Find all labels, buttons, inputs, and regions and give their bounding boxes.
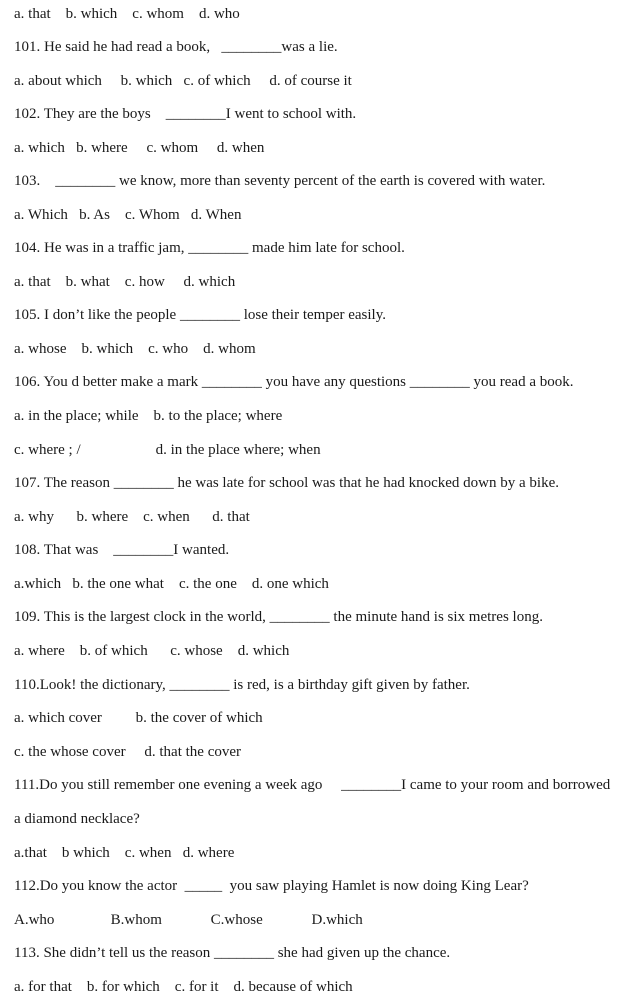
question-110: 110.Look! the dictionary, ________ is red, is a birthday gift given by father. xyxy=(14,677,470,693)
question-109: 109. This is the largest clock in the world, ________ the minute hand is six metres long. xyxy=(14,609,543,625)
options-106-a: a. in the place; while b. to the place; where xyxy=(14,408,283,424)
options-111: a.that b which c. when d. where xyxy=(14,845,235,861)
question-102: 102. They are the boys ________I went to school with. xyxy=(14,106,357,122)
options-104: a. that b. what c. how d. which xyxy=(14,274,236,290)
question-106: 106. You d better make a mark ________ you have any questions ________ you read a book. xyxy=(14,374,574,390)
options-113: a. for that b. for which c. for it d. because of which xyxy=(14,979,353,995)
options-106-b: c. where ; / d. in the place where; when xyxy=(14,442,321,458)
options-109: a. where b. of which c. whose d. which xyxy=(14,643,290,659)
options-110-b: c. the whose cover d. that the cover xyxy=(14,744,241,760)
question-112: 112.Do you know the actor _____ you saw playing Hamlet is now doing King Lear? xyxy=(14,878,529,894)
question-111: 111.Do you still remember one evening a week ago ________I came to your room and borrowed xyxy=(14,777,611,793)
question-105: 105. I don’t like the people ________ lose their temper easily. xyxy=(14,307,386,323)
options-101: a. about which b. which c. of which d. of course it xyxy=(14,73,352,89)
options-110-a: a. which cover b. the cover of which xyxy=(14,710,263,726)
question-107: 107. The reason ________ he was late for school was that he had knocked down by a bike. xyxy=(14,475,560,491)
options-107: a. why b. where c. when d. that xyxy=(14,509,250,525)
options-102: a. which b. where c. whom d. when xyxy=(14,140,265,156)
question-108: 108. That was ________I wanted. xyxy=(14,542,230,558)
options-112: A.who B.whom C.whose D.which xyxy=(14,912,363,928)
options-line: a. that b. which c. whom d. who xyxy=(14,6,240,22)
options-108: a.which b. the one what c. the one d. one which xyxy=(14,576,329,592)
options-105: a. whose b. which c. who d. whom xyxy=(14,341,256,357)
question-111-cont: a diamond necklace? xyxy=(14,811,140,827)
question-103: 103. ________ we know, more than seventy percent of the earth is covered with water. xyxy=(14,173,546,189)
options-103: a. Which b. As c. Whom d. When xyxy=(14,207,242,223)
question-113: 113. She didn’t tell us the reason ________ she had given up the chance. xyxy=(14,945,451,961)
question-101: 101. He said he had read a book, ________was a lie. xyxy=(14,39,338,55)
question-104: 104. He was in a traffic jam, ________ made him late for school. xyxy=(14,240,405,256)
